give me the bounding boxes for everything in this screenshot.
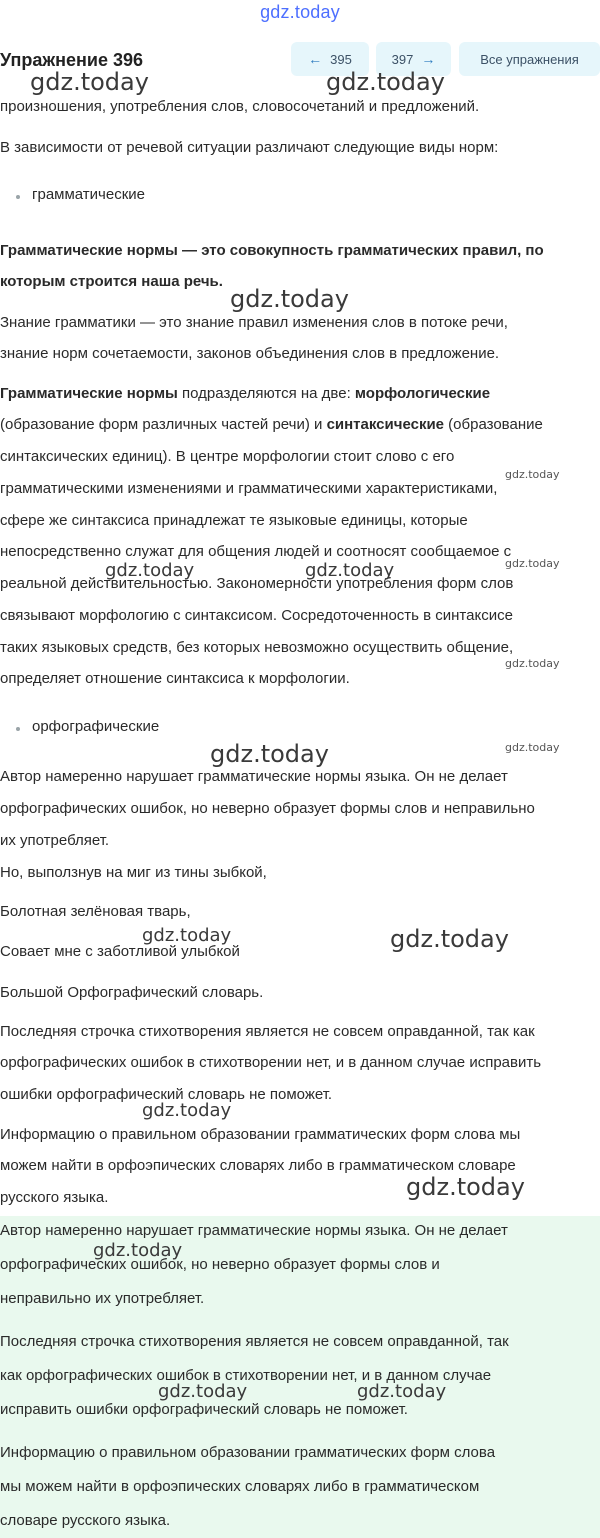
text-line: Автор намеренно нарушает грамматические нормы языка. Он не делает [0, 768, 508, 785]
all-exercises-label: Все упражнения [480, 51, 579, 67]
answer-line: орфографических ошибок, но неверно образует формы слов и [0, 1256, 440, 1273]
answer-line: Информацию о правильном образовании грамматических форм слова [0, 1444, 496, 1461]
list-item: грамматические [32, 186, 145, 203]
watermark: gdz.today [406, 1173, 525, 1201]
text-run: (образование [444, 416, 543, 433]
text-line: В зависимости от речевой ситуации различают следующие виды норм: [0, 139, 499, 156]
watermark: gdz.today [505, 557, 560, 570]
text-line: можем найти в орфоэпических словарях либо в грамматическом словаре [0, 1157, 516, 1174]
answer-line: Последняя строчка стихотворения является не совсем оправданной, так [0, 1333, 509, 1350]
watermark: gdz.today [505, 741, 560, 754]
text-line: русского языка. [0, 1189, 109, 1206]
watermark: gdz.today [142, 925, 232, 946]
text-line: произношения, употребления слов, словосочетаний и предложений. [0, 98, 480, 115]
text-line: реальной действительностью. Закономерности употребления форм слов [0, 575, 514, 592]
bold-term: Грамматические нормы [0, 385, 178, 402]
watermark: gdz.today [305, 560, 395, 581]
text-line: их употребляет. [0, 832, 110, 849]
answer-line: как орфографических ошибок в стихотворении нет, и в данном случае [0, 1367, 492, 1384]
watermark: gdz.today [142, 1100, 232, 1121]
answer-line: исправить ошибки орфографический словарь не поможет. [0, 1401, 408, 1418]
text-line: таких языковых средств, без которых невозможно осуществить общение, [0, 639, 514, 656]
bullet-dot [16, 195, 20, 199]
text-line: сфере же синтаксиса принадлежат те языковые единицы, которые [0, 512, 468, 529]
text-line [0, 416, 543, 433]
prev-exercise-button[interactable] [291, 42, 369, 76]
answer-line: Автор намеренно нарушает грамматические нормы языка. Он не делает [0, 1222, 508, 1239]
answer-line: неправильно их употребляет. [0, 1290, 205, 1307]
watermark: gdz.today [505, 657, 560, 670]
text-line: определяет отношение синтаксиса к морфологии. [0, 670, 350, 687]
all-exercises-button[interactable] [459, 42, 600, 76]
watermark: gdz.today [505, 468, 560, 481]
poem-line: Большой Орфографический словарь. [0, 984, 264, 1001]
text-line: которым строится наша речь. [0, 273, 223, 290]
next-exercise-button[interactable] [376, 42, 451, 76]
text-line: синтаксических единиц). В центре морфологии стоит слово с его [0, 448, 455, 465]
text-line: Последняя строчка стихотворения является не совсем оправданной, так как [0, 1023, 535, 1040]
text-line [0, 385, 490, 402]
watermark: gdz.today [93, 1240, 183, 1261]
text-line: орфографических ошибок, но неверно образует формы слов и неправильно [0, 800, 535, 817]
arrow-left-icon: ← [308, 51, 323, 67]
poem-line: Но, выползнув на миг из тины зыбкой, [0, 864, 267, 881]
text-line: грамматическими изменениями и грамматическими характеристиками, [0, 480, 498, 497]
exercise-header [0, 42, 600, 78]
watermark: gdz.today [357, 1381, 447, 1402]
text-run: (образование форм различных частей речи) и [0, 416, 327, 433]
text-line: знание норм сочетаемости, законов объединения слов в предложение. [0, 345, 500, 362]
bullet-dot [16, 727, 20, 731]
watermark: gdz.today [158, 1381, 248, 1402]
watermark: gdz.today [30, 68, 149, 96]
answer-line: мы можем найти в орфоэпических словарях либо в грамматическом [0, 1478, 480, 1495]
watermark: gdz.today [390, 925, 509, 953]
text-line: ошибки орфографический словарь не поможет. [0, 1086, 333, 1103]
answer-line: словаре русского языка. [0, 1512, 171, 1529]
watermark: gdz.today [105, 560, 195, 581]
text-line: непосредственно служат для общения людей и соотносят сообщаемое с [0, 543, 512, 560]
page-title: Упражнение 396 [0, 50, 144, 70]
text-line: Информацию о правильном образовании грамматических форм слова мы [0, 1126, 521, 1143]
watermark: gdz.today [230, 285, 349, 313]
text-line: орфографических ошибок в стихотворении нет, и в данном случае исправить [0, 1054, 542, 1071]
text-line: связывают морфологию с синтаксисом. Сосредоточенность в синтаксисе [0, 607, 513, 624]
bold-term: синтаксические [326, 416, 445, 433]
text-line: Знание грамматики — это знание правил изменения слов в потоке речи, [0, 314, 508, 331]
site-logo[interactable]: gdz.today [260, 2, 340, 22]
text-line: Грамматические нормы — это совокупность грамматических правил, по [0, 242, 544, 259]
next-exercise-label: 397 [391, 51, 414, 67]
prev-exercise-label: 395 [330, 51, 352, 67]
watermark: gdz.today [210, 740, 329, 768]
arrow-right-icon: → [421, 51, 436, 67]
bold-term: морфологические [354, 385, 491, 402]
text-run: подразделяются на две: [177, 385, 355, 402]
poem-line: Болотная зелёновая тварь, [0, 903, 191, 920]
poem-line: Совает мне с заботливой улыбкой [0, 943, 240, 960]
list-item: орфографические [32, 718, 160, 735]
watermark: gdz.today [326, 68, 445, 96]
